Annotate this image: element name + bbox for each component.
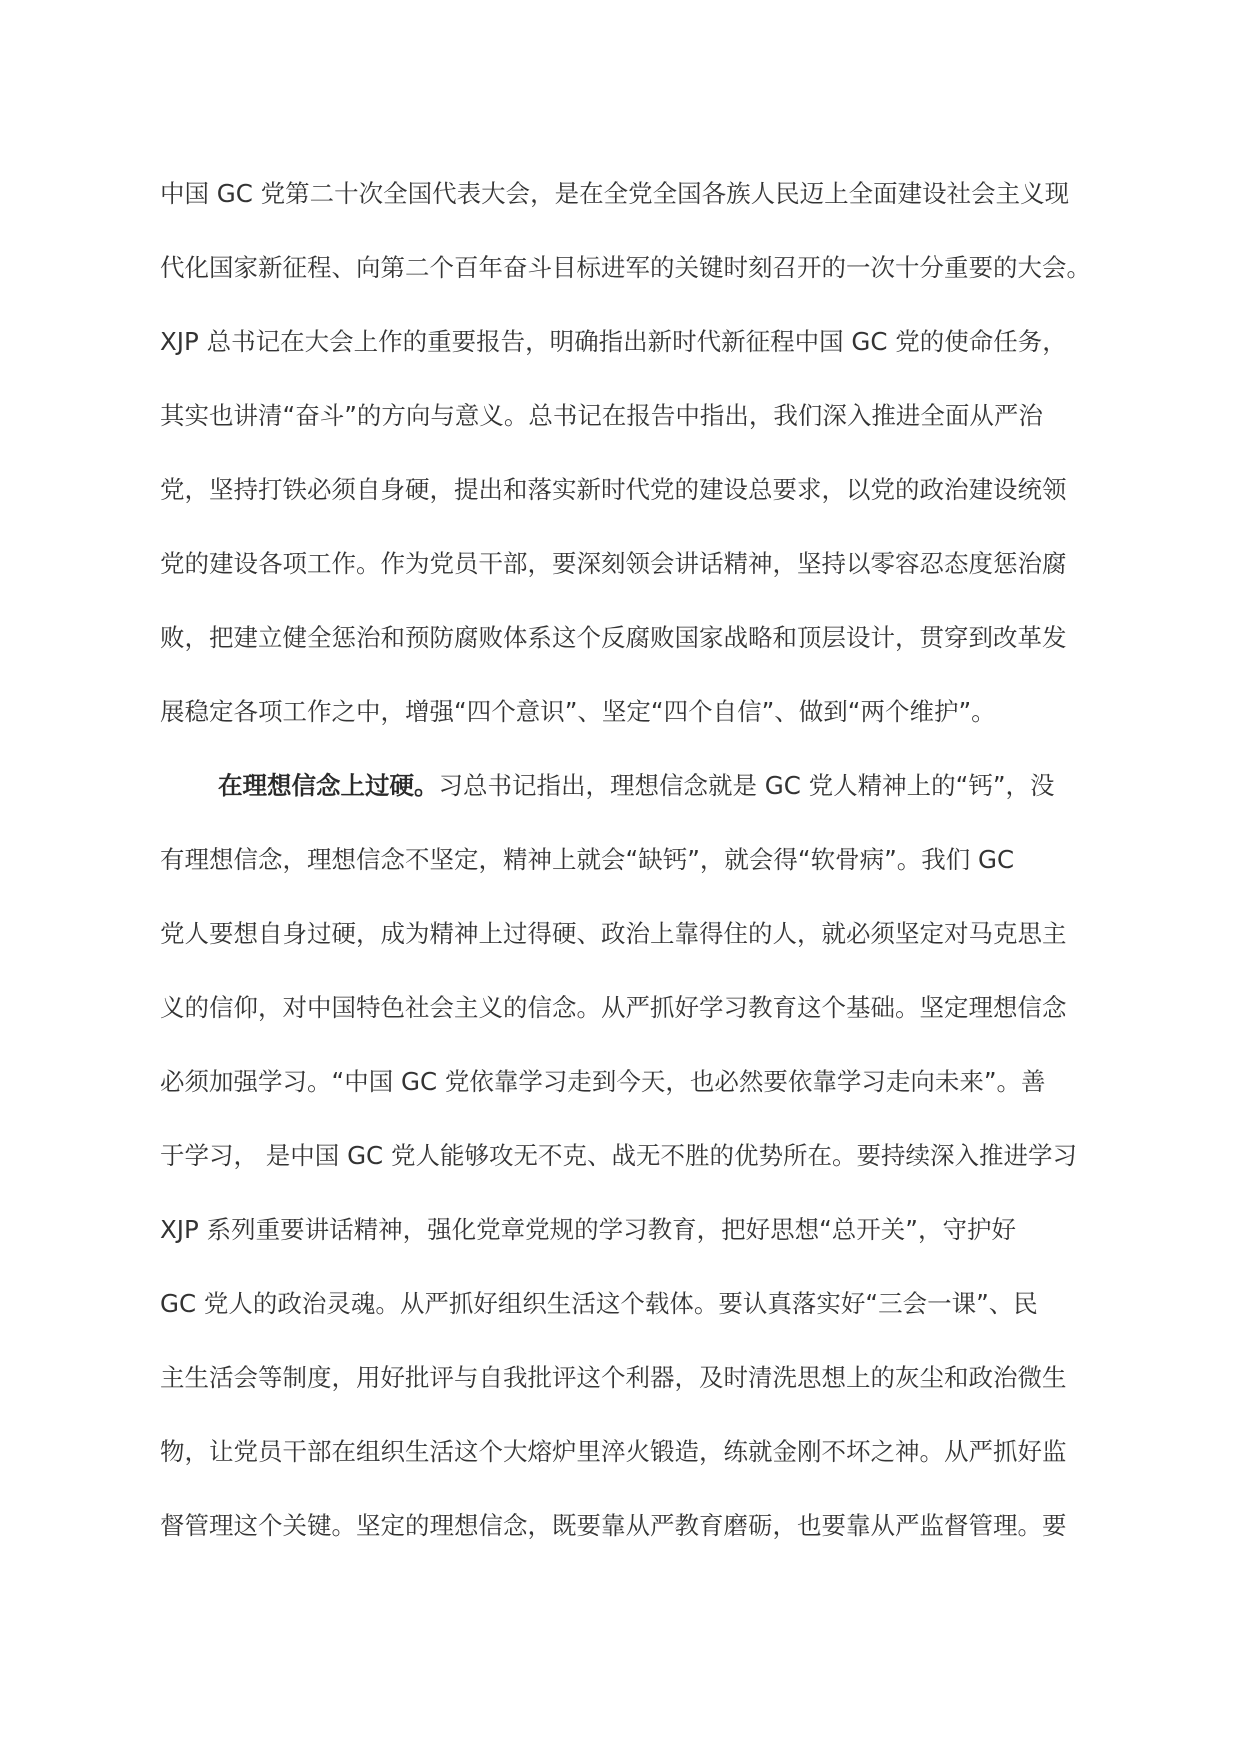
- text-line: GC 党人的政治灵魂。从严抓好组织生活这个载体。要认真落实好“三会一课”、民: [160, 1289, 1038, 1318]
- text-line: XJP 系列重要讲话精神，强化党章党规的学习教育，把好思想“总开关”，守护好: [160, 1215, 1016, 1244]
- text-line: 有理想信念，理想信念不坚定，精神上就会“缺钙”，就会得“软骨病”。我们 GC: [160, 845, 1015, 874]
- text-line: 必须加强学习。“中国 GC 党依靠学习走到今天，也必然要依靠学习走向未来”。善: [160, 1067, 1046, 1096]
- text-line: 败，把建立健全惩治和预防腐败体系这个反腐败国家战略和顶层设计，贯穿到改革发: [160, 623, 1067, 652]
- paragraph-ideals: [160, 764, 1100, 1578]
- text-line: 义的信仰，对中国特色社会主义的信念。从严抓好学习教育这个基础。坚定理想信念: [160, 993, 1067, 1022]
- text-line: 党，坚持打铁必须自身硬，提出和落实新时代党的建设总要求，以党的政治建设统领: [160, 475, 1067, 504]
- document-body: [160, 172, 1100, 1578]
- text-line-first: [160, 764, 1100, 838]
- text-line: 中国 GC 党第二十次全国代表大会，是在全党全国各族人民迈上全面建设社会主义现: [160, 179, 1070, 208]
- text-line: 党人要想自身过硬，成为精神上过得硬、政治上靠得住的人，就必须坚定对马克思主: [160, 919, 1067, 948]
- paragraph-intro: [160, 172, 1100, 764]
- text-line: XJP 总书记在大会上作的重要报告，明确指出新时代新征程中国 GC 党的使命任务，: [160, 327, 1067, 356]
- text-line: 代化国家新征程、向第二个百年奋斗目标进军的关键时刻召开的一次十分重要的大会。: [160, 253, 1091, 282]
- text-line: 主生活会等制度，用好批评与自我批评这个利器，及时清洗思想上的灰尘和政治微生: [160, 1363, 1067, 1392]
- text-line: 展稳定各项工作之中，增强“四个意识”、坚定“四个自信”、做到“两个维护”。: [160, 697, 996, 726]
- text-line: 党的建设各项工作。作为党员干部，要深刻领会讲话精神，坚持以零容忍态度惩治腐: [160, 549, 1067, 578]
- text-line: 物，让党员干部在组织生活这个大熔炉里淬火锻造，练就金刚不坏之神。从严抓好监: [160, 1437, 1067, 1466]
- paragraph-heading: 在理想信念上过硬。: [218, 771, 439, 800]
- text-line: 督管理这个关键。坚定的理想信念，既要靠从严教育磨砺，也要靠从严监督管理。要: [160, 1511, 1067, 1540]
- text-run: 习总书记指出，理想信念就是 GC 党人精神上的“钙”，没: [438, 771, 1055, 800]
- text-line: 其实也讲清“奋斗”的方向与意义。总书记在报告中指出，我们深入推进全面从严治: [160, 401, 1043, 430]
- text-line: 于学习， 是中国 GC 党人能够攻无不克、战无不胜的优势所在。要持续深入推进学习: [160, 1141, 1077, 1170]
